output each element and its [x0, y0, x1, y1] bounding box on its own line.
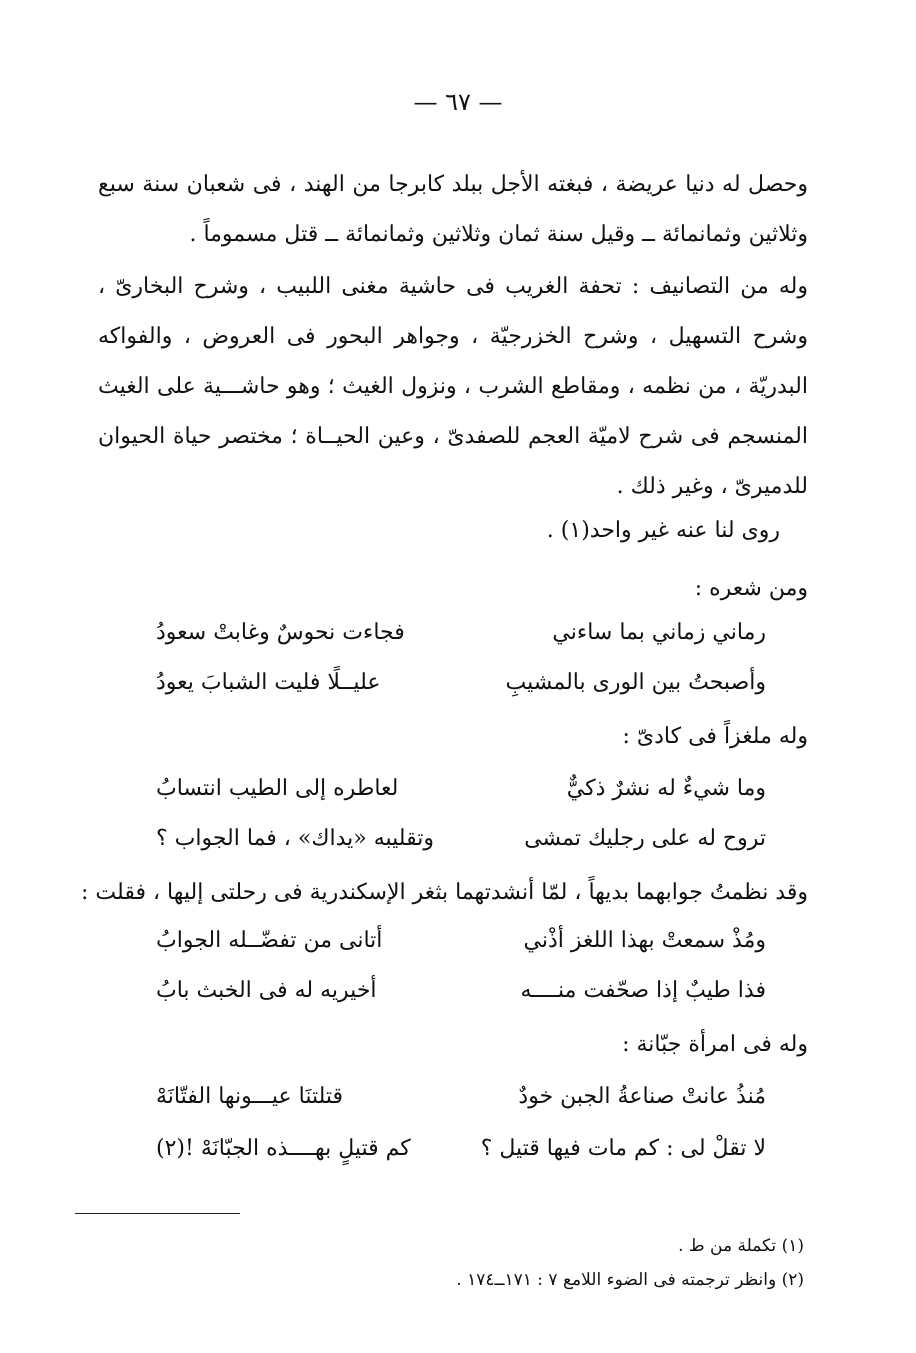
poem-intro-4: وله فى امرأة جبّانة : [622, 1032, 808, 1057]
paragraph-death: وحصل له دنيا عريضة ، فبغته الأجل ببلد كابرجا من الهند ، فى شعبان سنة سبع وثلاثين وثمانمائة ــ وقيل سنة ثمان وثلاثين وثمانمائة ــ قتل مسموماً . [98, 172, 808, 247]
verse-second-hemistich: أتانى من تفضّــله الجوابُ [156, 928, 383, 953]
verse-first-hemistich: مُنذُ عانتْ صناعةُ الجبن خودٌ [518, 1084, 766, 1109]
verse-first-hemistich: رماني زماني بما ساءني [552, 620, 766, 645]
verse-second-hemistich: أخيريه له فى الخبث بابُ [156, 978, 377, 1003]
riwaya-line: روى لنا عنه غير واحد(١) . [546, 518, 780, 543]
verse-line [156, 978, 766, 1018]
verse-second-hemistich: فجاءت نحوسٌ وغابتْ سعودُ [156, 620, 405, 645]
footnote-1: (١) تكملة من ط . [678, 1236, 804, 1256]
verse-first-hemistich: وأصبحتُ بين الورى بالمشيبِ [505, 670, 766, 695]
verse-line [156, 776, 766, 816]
verse-second-hemistich: وتقليبه «يداك» ، فما الجواب ؟ [156, 826, 434, 851]
verse-line [156, 1136, 766, 1176]
poem-intro-3: وقد نظمتُ جوابهما بديهاً ، لمّا أنشدتهما بثغر الإسكندرية فى رحلتى إليها ، فقلت : [81, 880, 808, 905]
poem-intro-2: وله ملغزاً فى كادىّ : [622, 724, 808, 749]
verse-line [156, 1084, 766, 1124]
verse-second-hemistich: لعاطره إلى الطيب انتسابُ [156, 776, 399, 801]
footnote-divider [75, 1213, 240, 1214]
verse-line [156, 826, 766, 866]
page-number: — ٦٧ — [413, 88, 503, 116]
verse-first-hemistich: فذا طيبٌ إذا صحّفت منــــه [520, 978, 766, 1003]
verse-second-hemistich: كم قتيلٍ بهــــذه الجبّانَهْ !(٢) [156, 1136, 411, 1161]
verse-first-hemistich: ومُذْ سمعتْ بهذا اللغز أذْني [523, 928, 766, 953]
verse-first-hemistich: تروح له على رجليك تمشى [524, 826, 766, 851]
verse-second-hemistich: عليــلًا فليت الشبابَ يعودُ [156, 670, 381, 695]
verse-first-hemistich: لا تقلْ لى : كم مات فيها قتيل ؟ [480, 1136, 766, 1161]
verse-line [156, 928, 766, 968]
verse-second-hemistich: قتلتنَا عيـــونها الفتّانَهْ [156, 1084, 344, 1109]
footnote-2: (٢) وانظر ترجمته فى الضوء اللامع ٧ : ١٧١ــ١٧٤ . [456, 1270, 804, 1290]
verse-first-hemistich: وما شيءٌ له نشرٌ ذكيٌّ [566, 776, 766, 801]
verse-line [156, 670, 766, 710]
paragraph-works: وله من التصانيف : تحفة الغريب فى حاشية مغنى اللبيب ، وشرح البخارىّ ، وشرح التسهيل ، وشرح الخزرجيّة ، وجواهر البحور فى العروض ، والفواكه البدريّة ، من نظمه ، ومقاطع الشرب ، ونزول الغيث ؛ وهو حاشـــية على الغيث المنسجم فى شرح لاميّة العجم للصفدىّ ، وعين الحيــاة ؛ مختصر حياة الحيوان للدميرىّ ، وغير ذلك . [98, 274, 808, 499]
poem-intro-1: ومن شعره : [694, 576, 808, 601]
verse-line [156, 620, 766, 660]
